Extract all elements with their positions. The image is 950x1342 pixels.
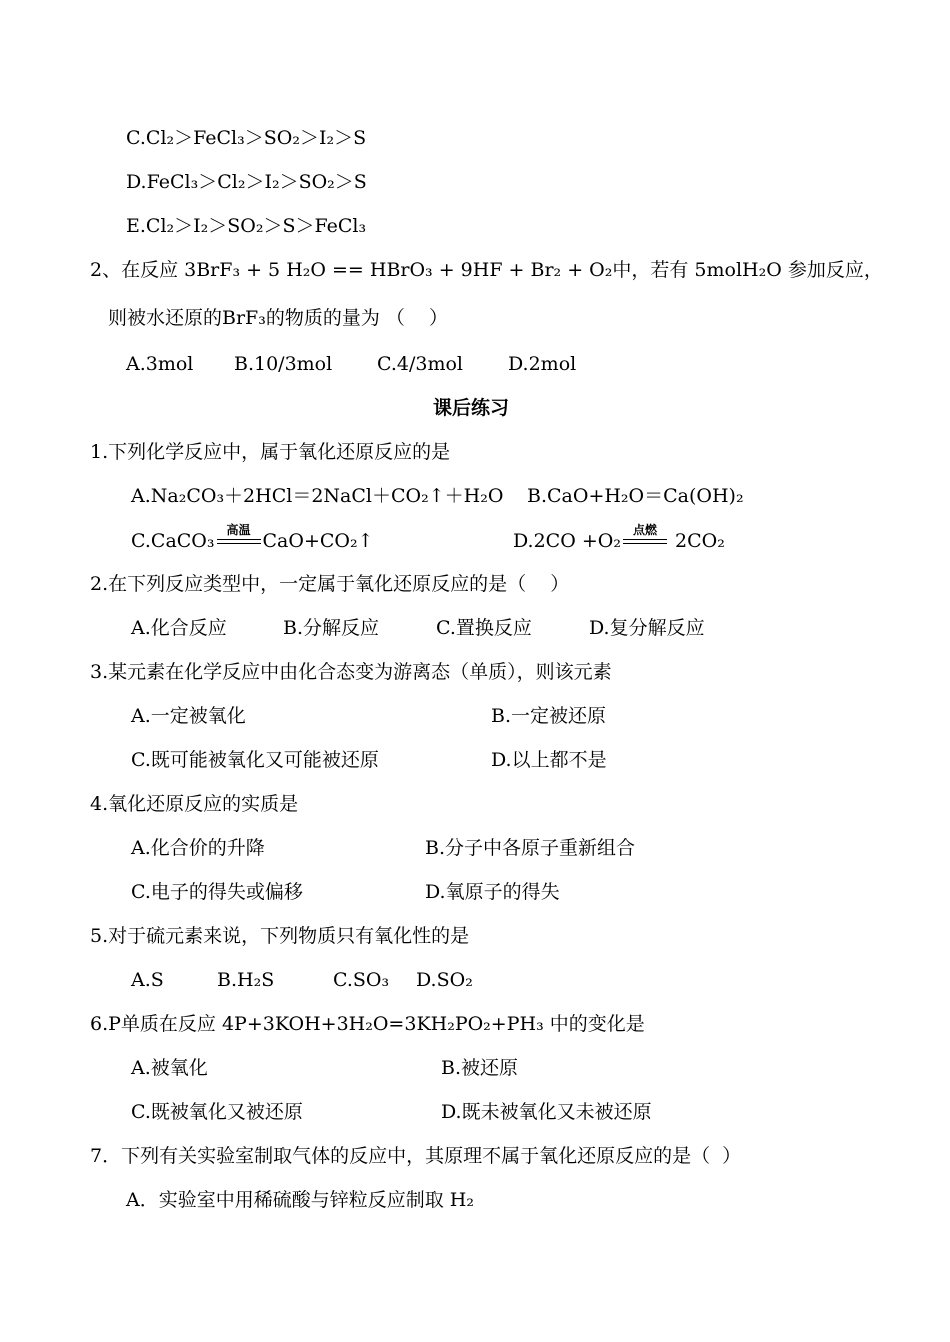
option-c-product: CaO+CO₂↑	[262, 530, 374, 552]
exercise-3-stem: 3.某元素在化学反应中由化合态变为游离态（单质），则该元素	[90, 661, 612, 683]
exercise-3-option-d: D.以上都不是	[491, 749, 607, 771]
section-title: 课后练习	[433, 397, 510, 419]
option-d-product: 2CO₂	[668, 530, 725, 552]
exercise-4-stem: 4.氧化还原反应的实质是	[90, 793, 299, 815]
exercise-3-option-c: C.既可能被氧化又可能被还原	[131, 749, 379, 771]
question-2-stem-line2: 则被水还原的BrF₃的物质的量为 （ ）	[108, 307, 449, 329]
exercise-2-option-c: C.置换反应	[436, 617, 532, 639]
condition-arrow	[623, 523, 667, 551]
exercise-4-option-d: D.氧原子的得失	[425, 881, 560, 903]
exercise-1-option-a: A.Na₂CO₃＋2HCl＝2NaCl＋CO₂↑＋H₂O	[131, 485, 504, 507]
exercise-5-option-b: B.H₂S	[217, 969, 275, 991]
exercise-2-option-a: A.化合反应	[131, 617, 227, 639]
exercise-1-stem: 1.下列化学反应中，属于氧化还原反应的是	[90, 441, 451, 463]
condition-ignite: 点燃	[632, 523, 657, 537]
question-2-option-c: C.4/3mol	[377, 353, 464, 375]
option-c-reactant: C.CaCO₃	[131, 530, 215, 552]
question-2-option-b: B.10/3mol	[234, 353, 333, 375]
question-2-option-a: A.3mol	[126, 353, 194, 375]
condition-high-temp: 高温	[226, 523, 251, 537]
exercise-7-stem: 7．下列有关实验室制取气体的反应中，其原理不属于氧化还原反应的是（ ）	[90, 1145, 742, 1167]
exercise-6-stem: 6.P单质在反应 4P+3KOH+3H₂O=3KH₂PO₂+PH₃ 中的变化是	[90, 1013, 645, 1035]
option-d-reactant: D.2CO +O₂	[513, 530, 621, 552]
exercise-6-option-c: C.既被氧化又被还原	[131, 1101, 303, 1123]
exercise-5-option-c: C.SO₃	[333, 969, 390, 991]
question-2-stem-line1: 2、在反应 3BrF₃ + 5 H₂O == HBrO₃ + 9HF + Br₂ + O₂中，若有 5molH₂O 参加反应，	[90, 259, 883, 281]
exercise-1-option-c	[131, 523, 374, 553]
exercise-4-option-a: A.化合价的升降	[131, 837, 265, 859]
exercise-4-option-b: B.分子中各原子重新组合	[425, 837, 636, 859]
exercise-6-option-b: B.被还原	[441, 1057, 519, 1079]
exercise-3-option-b: B.一定被还原	[491, 705, 607, 727]
condition-arrow	[217, 523, 261, 551]
exercise-6-option-a: A.被氧化	[131, 1057, 208, 1079]
exercise-1-option-b: B.CaO+H₂O＝Ca(OH)₂	[527, 485, 744, 507]
exercise-2-option-b: B.分解反应	[283, 617, 380, 639]
exercise-5-option-d: D.SO₂	[416, 969, 473, 991]
exercise-3-option-a: A.一定被氧化	[131, 705, 246, 727]
exercise-2-option-d: D.复分解反应	[589, 617, 705, 639]
option-c: C.Cl₂＞FeCl₃＞SO₂＞I₂＞S	[126, 127, 367, 149]
exercise-1-option-d	[513, 523, 725, 553]
exercise-2-stem: 2.在下列反应类型中，一定属于氧化还原反应的是（ ）	[90, 573, 570, 595]
exercise-5-option-a: A.S	[131, 969, 164, 991]
exercise-5-stem: 5.对于硫元素来说，下列物质只有氧化性的是	[90, 925, 470, 947]
question-2-option-d: D.2mol	[508, 353, 577, 375]
option-d: D.FeCl₃＞Cl₂＞I₂＞SO₂＞S	[126, 171, 367, 193]
exercise-7-option-a: A．实验室中用稀硫酸与锌粒反应制取 H₂	[126, 1189, 474, 1211]
exercise-6-option-d: D.既未被氧化又未被还原	[441, 1101, 652, 1123]
exercise-4-option-c: C.电子的得失或偏移	[131, 881, 303, 903]
option-e: E.Cl₂＞I₂＞SO₂＞S＞FeCl₃	[126, 215, 367, 237]
